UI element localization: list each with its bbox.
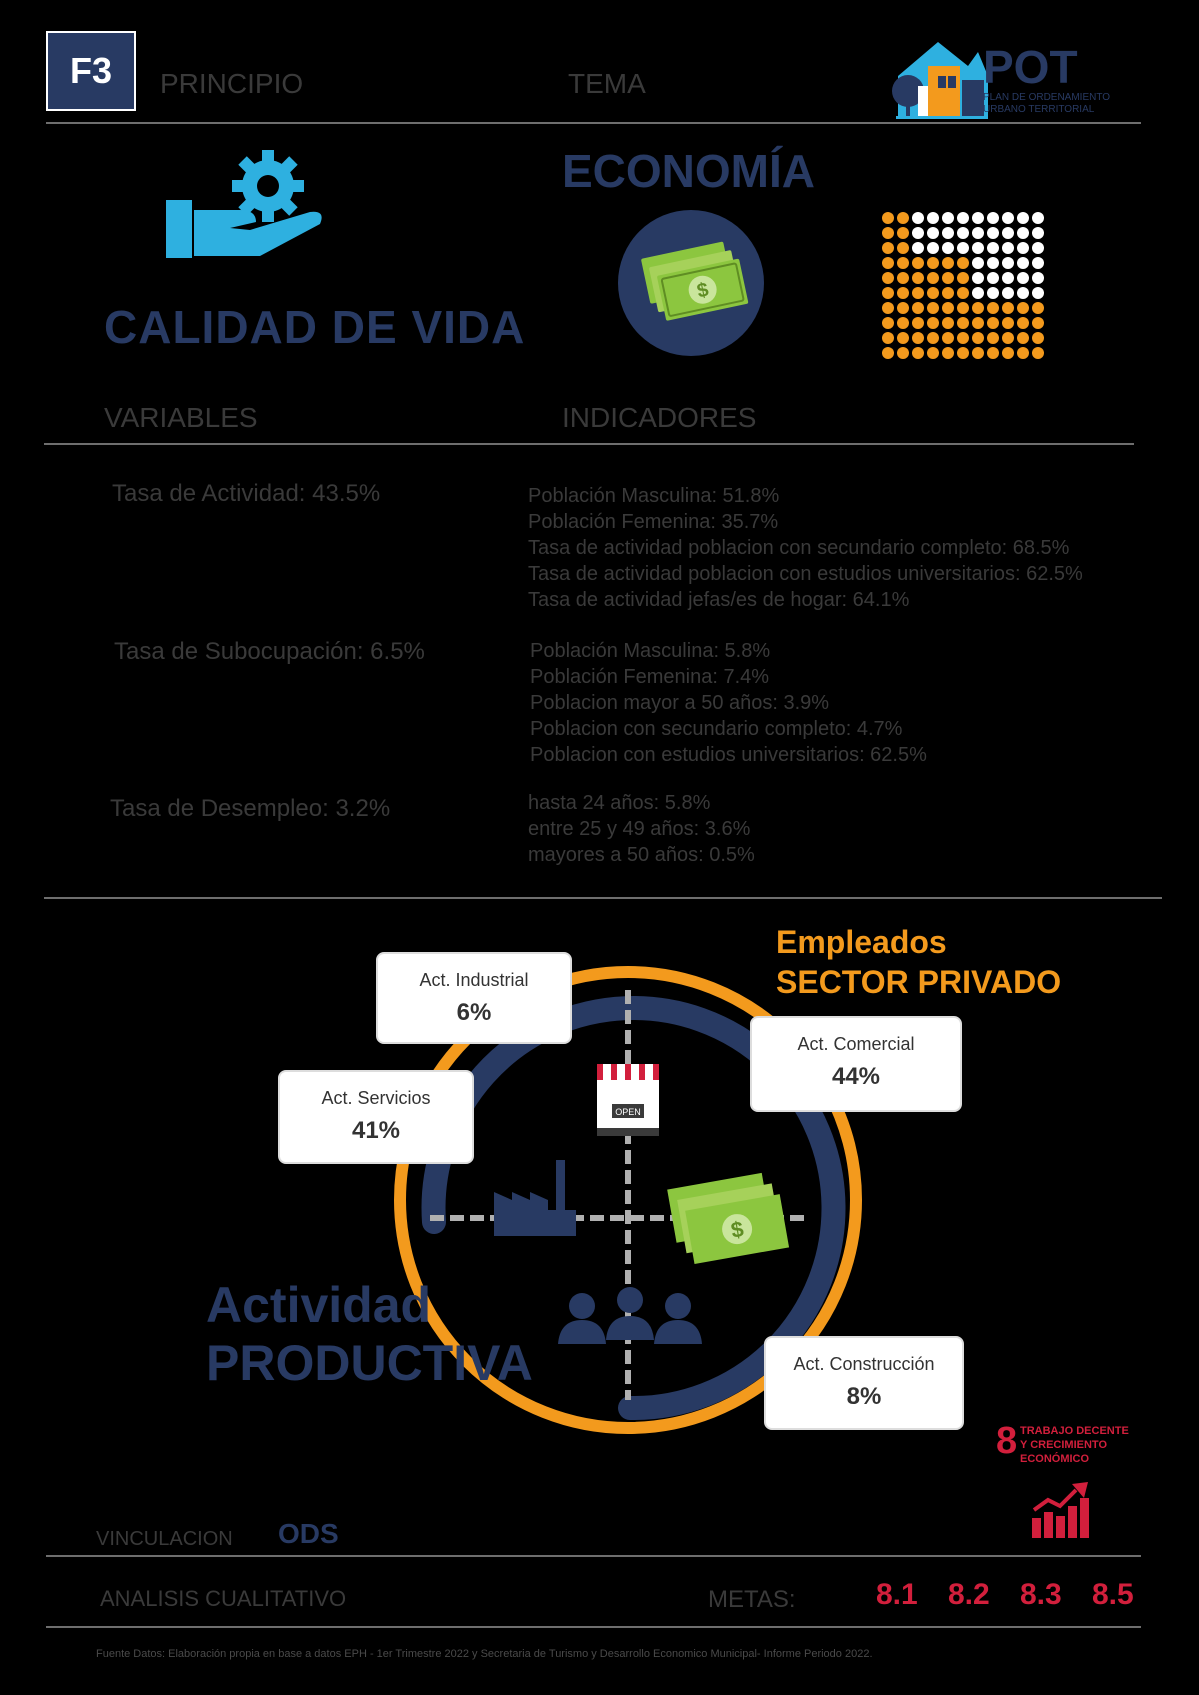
grid-dot: [987, 347, 999, 359]
grid-dot: [942, 347, 954, 359]
grid-dot: [987, 317, 999, 329]
grid-dot: [987, 272, 999, 284]
metas-label: METAS:: [708, 1586, 796, 1613]
grid-dot: [942, 272, 954, 284]
bubble-value: 6%: [456, 999, 492, 1026]
grid-dot: [987, 302, 999, 314]
indicator-item: Poblacion mayor a 50 años: 3.9%: [530, 692, 830, 714]
grid-dot: [1032, 332, 1044, 344]
grid-dot: [927, 347, 939, 359]
grid-dot: [1032, 242, 1044, 254]
grid-dot: [1032, 347, 1044, 359]
tema-title: ECONOMÍA: [562, 145, 815, 197]
grid-dot: [957, 242, 969, 254]
bubble-construccion: [764, 1336, 964, 1430]
meta-8-5: 8.5: [1092, 1578, 1134, 1611]
indicator-item: Tasa de actividad jefas/es de hogar: 64.1%: [528, 589, 910, 611]
main-title: [206, 1276, 533, 1392]
grid-dot: [942, 287, 954, 299]
pot-logo-line2: URBANO TERRITORIAL: [983, 104, 1095, 115]
grid-dot: [1017, 212, 1029, 224]
indicadores-heading: INDICADORES: [562, 402, 757, 433]
principio-title: CALIDAD DE VIDA: [104, 301, 526, 353]
meta-8-3: 8.3: [1020, 1578, 1062, 1611]
principio-label: PRINCIPIO: [160, 68, 304, 99]
pot-logo-line1: PLAN DE ORDENAMIENTO: [983, 92, 1111, 103]
indicator-item: Población Femenina: 7.4%: [530, 666, 770, 688]
grid-dot: [1002, 242, 1014, 254]
indicator-item: mayores a 50 años: 0.5%: [528, 844, 755, 866]
indicators-actividad: [528, 483, 1083, 613]
grid-dot: [972, 332, 984, 344]
ods-goal-text: [1020, 1424, 1129, 1466]
grid-dot: [1002, 257, 1014, 269]
grid-dot: [912, 227, 924, 239]
grid-dot: [882, 302, 894, 314]
grid-dot: [942, 257, 954, 269]
diagram-title: [776, 922, 1061, 1002]
grid-dot: [987, 212, 999, 224]
indicator-item: Poblacion con secundario completo: 4.7%: [530, 718, 903, 740]
grid-dot: [1017, 287, 1029, 299]
pot-logo-title: POT: [983, 41, 1078, 93]
grid-dot: [1017, 272, 1029, 284]
grid-dot: [987, 332, 999, 344]
grid-dot: [927, 272, 939, 284]
main-title-line1: Actividad: [206, 1277, 432, 1333]
grid-dot: [927, 212, 939, 224]
svg-text:$: $: [695, 278, 711, 303]
indicator-item: Población Femenina: 35.7%: [528, 511, 779, 533]
grid-dot: [927, 332, 939, 344]
divider: [44, 897, 1162, 899]
grid-dot: [1032, 302, 1044, 314]
money-icon: [618, 210, 764, 361]
bubble-label: Act. Industrial: [419, 970, 529, 990]
grid-dot: [972, 257, 984, 269]
ods-label: ODS: [278, 1518, 339, 1549]
bubble-label: Act. Servicios: [321, 1088, 431, 1108]
indicator-item: Tasa de actividad poblacion con estudios universitarios: 62.5%: [528, 563, 1083, 585]
grid-dot: [927, 302, 939, 314]
divider: [46, 1555, 1141, 1557]
grid-dot: [1002, 317, 1014, 329]
grid-dot: [882, 257, 894, 269]
grid-dot: [897, 317, 909, 329]
variable-subocupacion: Tasa de Subocupación: 6.5%: [114, 638, 425, 665]
grid-dot: [957, 227, 969, 239]
factory-icon: [494, 1160, 576, 1236]
svg-text:$: $: [728, 1216, 746, 1243]
grid-dot: [927, 242, 939, 254]
grid-dot: [1032, 227, 1044, 239]
grid-dot: [972, 242, 984, 254]
dot-grid-icon: [880, 210, 1050, 365]
tema-label: TEMA: [568, 68, 646, 99]
footer-source: Fuente Datos: Elaboración propia en base a datos EPH - 1er Trimestre 2022 y Secretaria de Turismo y Desarrollo Economico Municipal- Informe Periodo 2022.: [96, 1648, 873, 1660]
grid-dot: [957, 347, 969, 359]
grid-dot: [897, 227, 909, 239]
bubble-label: Act. Construcción: [793, 1354, 935, 1374]
bubble-value: 41%: [351, 1117, 401, 1144]
grid-dot: [1002, 287, 1014, 299]
grid-dot: [972, 287, 984, 299]
grid-dot: [972, 272, 984, 284]
grid-dot: [897, 257, 909, 269]
grid-dot: [1017, 347, 1029, 359]
indicator-item: Población Masculina: 5.8%: [530, 640, 771, 662]
grid-dot: [1002, 347, 1014, 359]
grid-dot: [972, 227, 984, 239]
growth-chart-icon: [1030, 1480, 1092, 1538]
grid-dot: [912, 347, 924, 359]
indicator-item: hasta 24 años: 5.8%: [528, 792, 711, 814]
grid-dot: [912, 242, 924, 254]
grid-dot: [1002, 227, 1014, 239]
grid-dot: [1032, 317, 1044, 329]
grid-dot: [897, 302, 909, 314]
grid-dot: [912, 287, 924, 299]
grid-dot: [957, 317, 969, 329]
grid-dot: [957, 272, 969, 284]
grid-dot: [987, 227, 999, 239]
indicator-item: Población Masculina: 51.8%: [528, 485, 780, 507]
diagram-title-line1: Empleados: [776, 924, 947, 960]
grid-dot: [897, 332, 909, 344]
grid-dot: [897, 347, 909, 359]
indicators-desempleo: [528, 790, 755, 868]
grid-dot: [1017, 242, 1029, 254]
grid-dot: [972, 212, 984, 224]
grid-dot: [1032, 257, 1044, 269]
grid-dot: [882, 317, 894, 329]
meta-8-1: 8.1: [876, 1578, 918, 1611]
grid-dot: [912, 272, 924, 284]
grid-dot: [897, 272, 909, 284]
grid-dot: [927, 257, 939, 269]
grid-dot: [1017, 332, 1029, 344]
diagram-title-line2: SECTOR PRIVADO: [776, 964, 1062, 1000]
grid-dot: [912, 212, 924, 224]
grid-dot: [1017, 317, 1029, 329]
meta-8-2: 8.2: [948, 1578, 990, 1611]
grid-dot: [897, 242, 909, 254]
grid-dot: [942, 302, 954, 314]
banknote-icon: [667, 1171, 789, 1267]
grid-dot: [882, 212, 894, 224]
ods-goal-line1: TRABAJO DECENTE: [1020, 1425, 1129, 1437]
bubble-servicios: [278, 1070, 474, 1164]
grid-dot: [1032, 287, 1044, 299]
grid-dot: [1002, 302, 1014, 314]
bubble-value: 44%: [831, 1063, 881, 1090]
grid-dot: [927, 227, 939, 239]
analisis-label: ANALISIS CUALITATIVO: [100, 1586, 347, 1611]
store-icon: [597, 1064, 659, 1136]
grid-dot: [927, 317, 939, 329]
variable-desempleo: Tasa de Desempleo: 3.2%: [110, 795, 391, 822]
variables-heading: VARIABLES: [104, 402, 258, 433]
grid-dot: [1002, 332, 1014, 344]
bubble-industrial: [376, 952, 572, 1044]
grid-dot: [882, 227, 894, 239]
divider: [46, 1626, 1141, 1628]
pot-logo-subtitle: [983, 92, 1110, 116]
grid-dot: [912, 257, 924, 269]
grid-dot: [897, 287, 909, 299]
vinculacion-label: VINCULACION: [96, 1528, 233, 1550]
divider: [44, 443, 1134, 445]
grid-dot: [912, 317, 924, 329]
grid-dot: [882, 347, 894, 359]
indicator-item: Tasa de actividad poblacion con secundario completo: 68.5%: [528, 537, 1070, 559]
divider: [46, 122, 1141, 124]
grid-dot: [912, 302, 924, 314]
grid-dot: [987, 287, 999, 299]
grid-dot: [1002, 212, 1014, 224]
bubble-label: Act. Comercial: [797, 1034, 915, 1054]
grid-dot: [942, 212, 954, 224]
grid-dot: [957, 302, 969, 314]
grid-dot: [1032, 212, 1044, 224]
grid-dot: [957, 287, 969, 299]
indicator-item: entre 25 y 49 años: 3.6%: [528, 818, 751, 840]
ods-number: 8: [996, 1420, 1018, 1462]
grid-dot: [957, 257, 969, 269]
grid-dot: [897, 212, 909, 224]
grid-dot: [1032, 272, 1044, 284]
indicator-item: Poblacion con estudios universitarios: 62.5%: [530, 744, 927, 766]
variable-actividad: Tasa de Actividad: 43.5%: [112, 480, 381, 507]
ods-goal-line3: ECONÓMICO: [1020, 1453, 1090, 1465]
grid-dot: [1017, 257, 1029, 269]
grid-dot: [1002, 272, 1014, 284]
grid-dot: [972, 347, 984, 359]
grid-dot: [987, 257, 999, 269]
grid-dot: [942, 332, 954, 344]
indicators-subocupacion: [530, 638, 927, 768]
main-title-line2: PRODUCTIVA: [206, 1335, 533, 1391]
grid-dot: [942, 242, 954, 254]
bubble-comercial: [750, 1016, 962, 1112]
grid-dot: [927, 287, 939, 299]
grid-dot: [912, 332, 924, 344]
sheet-badge: F3: [46, 31, 136, 111]
grid-dot: [882, 242, 894, 254]
grid-dot: [942, 317, 954, 329]
open-sign: OPEN: [615, 1107, 641, 1117]
grid-dot: [1017, 302, 1029, 314]
grid-dot: [882, 332, 894, 344]
grid-dot: [882, 272, 894, 284]
hand-gear-icon: [160, 148, 330, 273]
grid-dot: [987, 242, 999, 254]
grid-dot: [957, 212, 969, 224]
grid-dot: [972, 317, 984, 329]
grid-dot: [957, 332, 969, 344]
bubble-value: 8%: [846, 1383, 882, 1410]
ods-goal-line2: Y CRECIMIENTO: [1020, 1439, 1107, 1451]
grid-dot: [942, 227, 954, 239]
grid-dot: [882, 287, 894, 299]
grid-dot: [972, 302, 984, 314]
grid-dot: [1017, 227, 1029, 239]
